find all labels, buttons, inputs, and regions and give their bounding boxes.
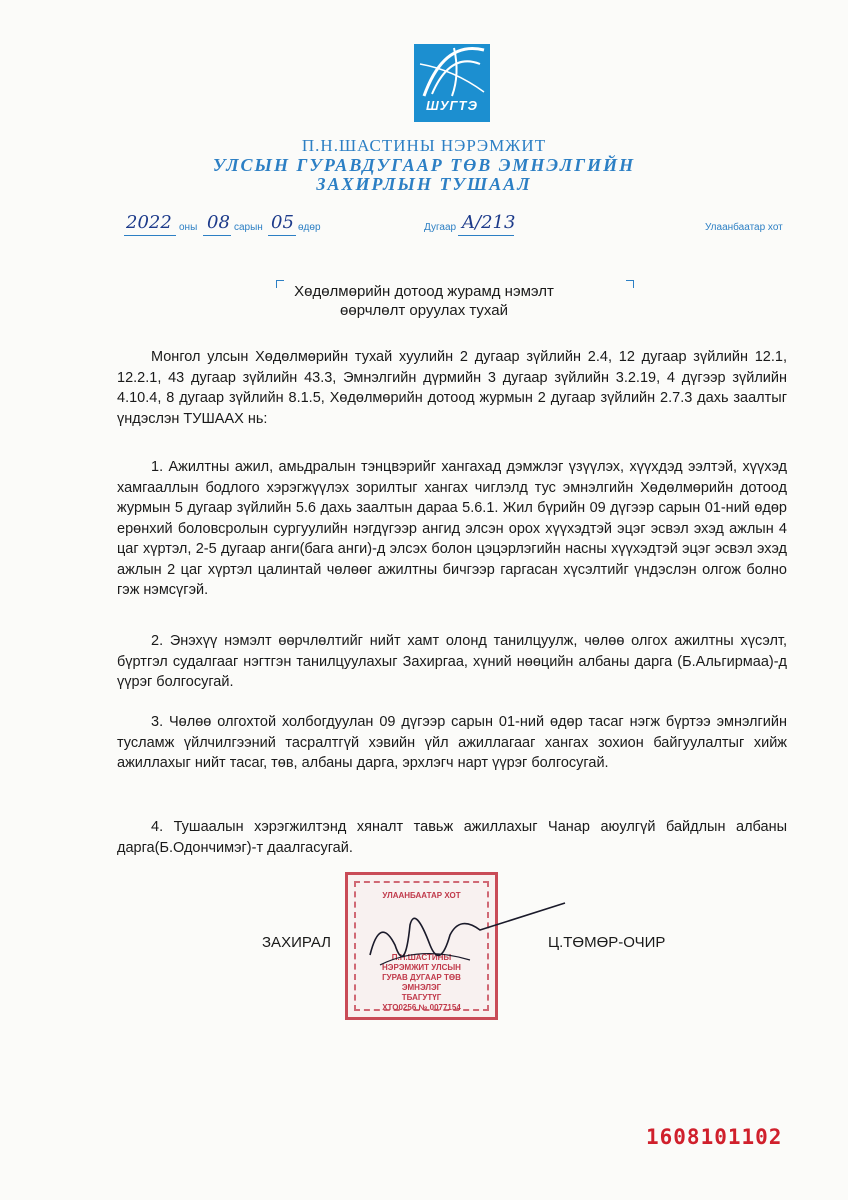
order-title-line-1: Хөдөлмөрийн дотоод журамд нэмэлт	[294, 283, 554, 300]
logo-text: ШУГТЭ	[426, 98, 478, 113]
paragraph-text: 3. Чөлөө олгохтой холбогдуулан 09 дүгээр сарын 01-ний өдөр тасаг нэгж бүртээ эмнэлгийн тусламж үйлчилгээний тасралтгүй хэвийн үйл ажиллагааг хангах зохион байгуулалтыг хийж ажиллахыг нийт тасаг, төв, албаны дарга, эрхлэгч нарт үүрэг болгосугай.	[117, 714, 787, 771]
header-line-1: П.Н.ШАСТИНЫ НЭРЭМЖИТ	[301, 136, 547, 155]
handwritten-signature	[350, 885, 570, 995]
date-year: 2022	[126, 212, 172, 233]
day-label: өдөр	[298, 222, 321, 233]
month-label: сарын	[234, 222, 263, 233]
order-number: A/213	[462, 212, 516, 233]
paragraph-text: 1. Ажилтны ажил, амьдралын тэнцвэрийг хангахад дэмжлэг үзүүлэх, хүүхдэд ээлтэй, хүүхэд хамгааллын бодлого хэрэгжүүлэх зорилтыг хангах чиглэлд тус эмнэлгийн Хөдөлмөрийн дотоод журмын 5 дугаар зүйлийн 5.6 дахь заалтын дараа 5.6.1. Жил бүрийн 09 дүгээр сарын 01-ний өдөр ерөнхий боловсролын сургуулийн нэгдүгээр ангид элсэн орох хүүхэдтэй эцэг эсвэл эхэд ажлын 4 цаг хүртэл, 2-5 дугаар анги(бага анги)-д элсэх болон цэцэрлэгийн насны хүүхэдтэй эцэг эсвэл эхэд ажлын 2 цаг хүртэл цалинтай чөлөөг ажилтны бичгээр гаргасан хүсэлтийг үндэслэн олгож болно гэж нэмсүгэй.	[117, 459, 787, 598]
paragraph-text: 4. Тушаалын хэрэгжилтэнд хяналт тавьж ажиллахыг Чанар аюулгүй байдлын албаны дарга(Б.Одончимэг)-т даалгасугай.	[117, 819, 787, 856]
stamp-text: ХТО0256 № 0077154	[382, 1003, 461, 1012]
header-line-3: ЗАХИРЛЫН ТУШААЛ	[316, 174, 532, 194]
stamp-text: УЛААНБААТАР ХОТ	[382, 891, 461, 900]
paragraph-3	[117, 712, 787, 774]
stamp-text: ТБАГУТҮГ	[401, 993, 442, 1002]
stamp-text: П.Н.ШАСТИНЫ	[391, 953, 452, 962]
paragraph-2	[117, 631, 787, 693]
paragraph-1	[117, 457, 787, 601]
stamp-text: НЭРЭМЖИТ УЛСЫН	[382, 963, 461, 972]
city: Улаанбаатар хот	[705, 222, 783, 233]
paragraph-text: Монгол улсын Хөдөлмөрийн тухай хуулийн 2 дугаар зүйлийн 2.4, 12 дугаар зүйлийн 12.1, 12.2.1, 43 дугаар зүйлийн 43.3, Эмнэлгийн дүрмийн 3 дугаар зүйлийн 3.2.19, 4 дүгээр зүйлийн 4.10.4, 8 дугаар зүйлийн 8.1.5, Хөдөлмөрийн дотоод журмын 2 дугаар зүйлийн 2.7.3 дахь заалтыг үндэслэн ТУШААХ нь:	[117, 349, 787, 427]
paragraph-text: 2. Энэхүү нэмэлт өөрчлөлтийг нийт хамт олонд танилцуулж, чөлөө олгох ажилтны хүсэлт, бүртгэл судалгааг нэгтгэн танилцуулахыг Захиргаа, хүний нөөцийн албаны дарга (Б.Альгирмаа)-д үүрэг болгосугай.	[117, 633, 787, 690]
order-title-line-2: өөрчлөлт оруулах тухай	[340, 302, 508, 319]
stamp-text: ГУРАВ ДУГААР ТӨВ	[382, 973, 461, 982]
paragraph-4	[117, 817, 787, 858]
date-day: 05	[271, 212, 294, 233]
date-month: 08	[207, 212, 230, 233]
year-label: оны	[179, 222, 198, 233]
signature-title: ЗАХИРАЛ	[262, 934, 332, 951]
signature-name: Ц.ТӨМӨР-ОЧИР	[548, 934, 666, 951]
header-line-2: УЛСЫН ГУРАВДУГААР ТӨВ ЭМНЭЛГИЙН	[212, 155, 636, 175]
date-line	[0, 214, 848, 244]
paragraph-preamble	[117, 347, 787, 429]
shugte-logo-icon	[414, 44, 490, 122]
stamp-text: ЭМНЭЛЭГ	[401, 983, 442, 992]
serial-number: 1608101102	[646, 1125, 783, 1149]
number-label: Дугаар	[424, 222, 457, 233]
